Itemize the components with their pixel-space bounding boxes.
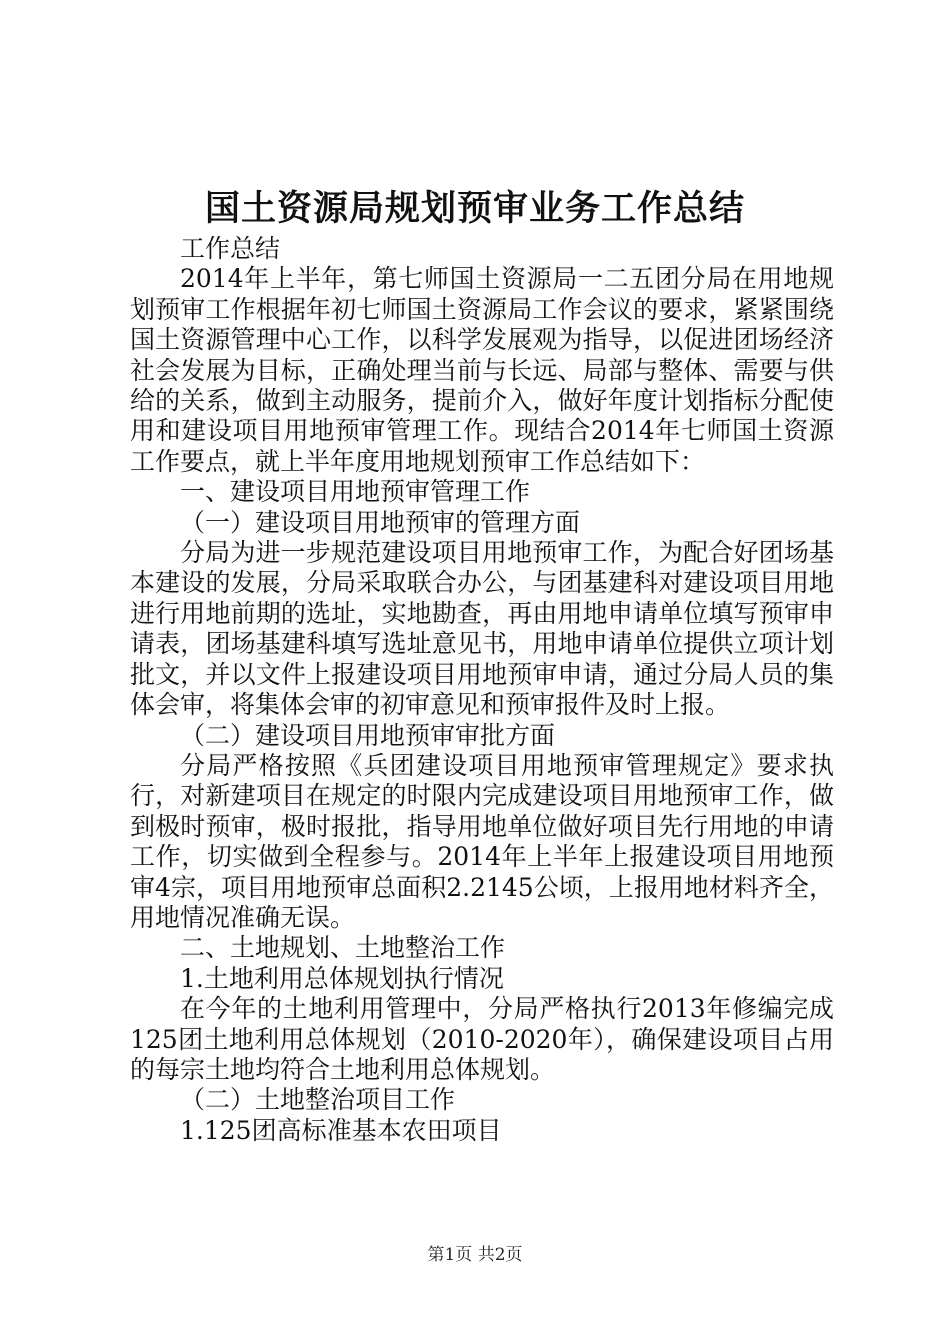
paragraph-management: 分局为进一步规范建设项目用地预审工作，为配合好团场基本建设的发展，分局采取联合办公，与团基建科对建设项目用地进行用地前期的选址，实地勘查，再由用地申请单位填写预审申请表，团场基建科填写选址意见书，用地申请单位提供立项计划批文，并以文件上报建设项目用地预审申请，通过分局人员的集体会审，将集体会审的初审意见和预审报件及时上报。: [130, 538, 834, 720]
subsection-heading-2-2: （二）土地整治项目工作: [180, 1085, 456, 1115]
subsection-heading-1-1: （一）建设项目用地预审的管理方面: [180, 507, 581, 537]
paragraph-planning: 在今年的土地利用管理中，分局严格执行2013年修编完成125团土地利用总体规划（2010-2020年），确保建设项目占用的每宗土地均符合土地利用总体规划。: [130, 994, 834, 1084]
section-heading-2: 二、土地规划、土地整治工作: [180, 933, 506, 963]
subsection-heading-1-2: （二）建设项目用地预审审批方面: [180, 720, 556, 750]
section-heading-1: 一、建设项目用地预审管理工作: [180, 477, 531, 507]
document-title: 国土资源局规划预审业务工作总结: [204, 188, 745, 229]
document-body: [130, 234, 834, 1146]
subsection-heading-2-2-1: 1.125团高标准基本农田项目: [180, 1115, 502, 1145]
paragraph-approval: 分局严格按照《兵团建设项目用地预审管理规定》要求执行，对新建项目在规定的时限内完成建设项目用地预审工作，做到极时预审，极时报批，指导用地单位做好项目先行用地的申请工作，切实做到全程参与。2014年上半年上报建设项目用地预审4宗，项目用地预审总面积2.2145公顷，上报用地材料齐全，用地情况准确无误。: [130, 750, 834, 932]
paragraph-heading-summary: 工作总结: [180, 234, 281, 263]
page-footer: 第1页 共2页: [427, 1245, 523, 1265]
paragraph-intro: 2014年上半年，第七师国土资源局一二五团分局在用地规划预审工作根据年初七师国土资源局工作会议的要求，紧紧围绕国土资源管理中心工作，以科学发展观为指导，以促进团场经济社会发展为目标，正确处理当前与长远、局部与整体、需要与供给的关系，做到主动服务，提前介入，做好年度计划指标分配使用和建设项目用地预审管理工作。现结合2014年七师国土资源工作要点，就上半年度用地规划预审工作总结如下：: [130, 264, 834, 476]
subsection-heading-2-1: 1.土地利用总体规划执行情况: [180, 963, 504, 993]
